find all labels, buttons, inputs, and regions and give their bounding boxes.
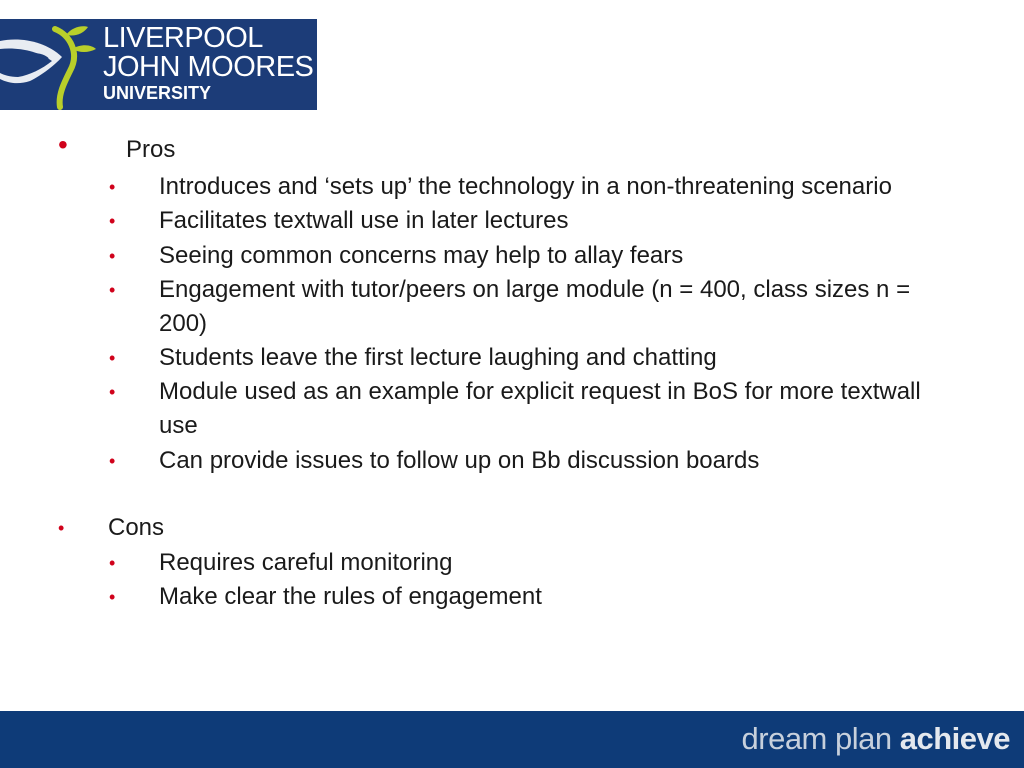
item-bullet: •: [109, 451, 116, 471]
footer-tagline: [742, 721, 1010, 757]
tagline-part-1: dream plan: [741, 721, 900, 756]
list-item: Can provide issues to follow up on Bb discussion boards: [159, 447, 760, 474]
university-logo: [0, 19, 317, 110]
list-item: Students leave the first lecture laughing and chatting: [159, 344, 717, 371]
item-bullet: •: [109, 211, 116, 231]
list-item: Seeing common concerns may help to allay fears: [159, 242, 684, 269]
list-item: Make clear the rules of engagement: [159, 583, 542, 610]
tagline-part-2: achieve: [899, 721, 1010, 756]
item-bullet: •: [109, 382, 116, 402]
liver-bird-icon: [0, 19, 100, 110]
item-bullet: •: [109, 348, 116, 368]
item-bullet: •: [109, 177, 116, 197]
list-item-continuation: 200): [159, 310, 208, 337]
section-heading-pros: Pros: [126, 136, 176, 163]
item-bullet: •: [109, 280, 116, 300]
logo-wordmark: [103, 24, 313, 104]
logo-line-1: LIVERPOOL: [103, 22, 263, 54]
logo-line-2: JOHN MOORES: [103, 51, 314, 83]
section-bullet: •: [58, 129, 68, 160]
list-item: Introduces and ‘sets up’ the technology in a non-threatening scenario: [159, 173, 892, 200]
item-bullet: •: [109, 587, 116, 607]
logo-line-3: UNIVERSITY: [103, 83, 212, 103]
section-heading-cons: Cons: [108, 514, 165, 541]
section-bullet: •: [58, 518, 65, 538]
list-item: Module used as an example for explicit request in BoS for more textwall: [159, 378, 921, 405]
item-bullet: •: [109, 553, 116, 573]
item-bullet: •: [109, 246, 116, 266]
list-item: Facilitates textwall use in later lectures: [159, 207, 569, 234]
footer-bar: [0, 711, 1024, 768]
list-item-continuation: use: [159, 412, 198, 439]
list-item: Requires careful monitoring: [159, 549, 453, 576]
list-item: Engagement with tutor/peers on large module (n = 400, class sizes n =: [159, 276, 911, 303]
